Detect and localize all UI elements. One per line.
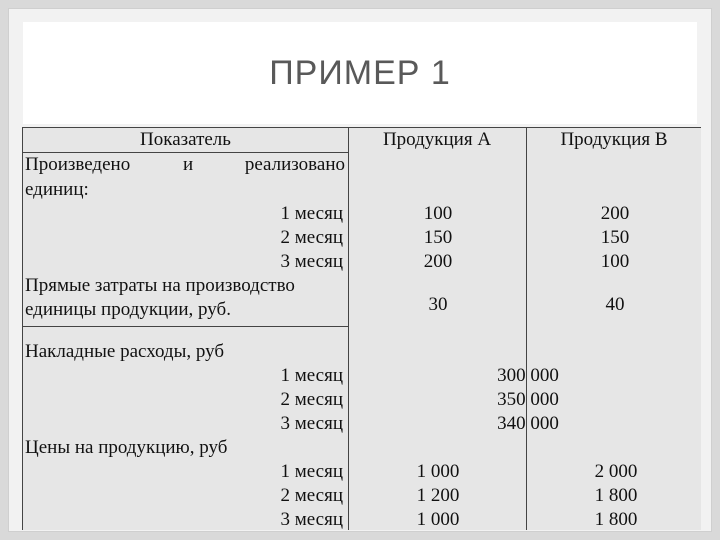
column-divider xyxy=(526,128,527,530)
direct-costs-label: единицы продукции, руб. xyxy=(25,299,231,320)
month-label: 1 месяц xyxy=(280,365,343,386)
price-a-value: 1 000 xyxy=(416,461,460,482)
produced-b-value: 150 xyxy=(600,227,630,248)
header-product-a: Продукция А xyxy=(382,129,492,150)
direct-costs-a-value: 30 xyxy=(428,294,448,315)
price-a-value: 1 000 xyxy=(416,509,460,530)
produced-label: единиц: xyxy=(25,179,89,200)
produced-label-word: Произведено xyxy=(25,154,131,175)
price-b-value: 1 800 xyxy=(594,485,638,506)
month-label: 3 месяц xyxy=(280,413,343,434)
month-label: 1 месяц xyxy=(280,203,343,224)
month-label: 2 месяц xyxy=(280,227,343,248)
slide-title: ПРИМЕР 1 xyxy=(269,54,451,92)
produced-a-value: 100 xyxy=(423,203,453,224)
price-b-value: 1 800 xyxy=(594,509,638,530)
month-label: 2 месяц xyxy=(280,485,343,506)
produced-b-value: 200 xyxy=(600,203,630,224)
title-area xyxy=(23,22,697,124)
overhead-value: 300 000 xyxy=(497,365,559,386)
price-b-value: 2 000 xyxy=(594,461,638,482)
column-divider xyxy=(348,128,349,530)
prices-label: Цены на продукцию, руб xyxy=(25,437,228,458)
month-label: 3 месяц xyxy=(280,509,343,530)
produced-a-value: 150 xyxy=(423,227,453,248)
produced-label-word: реализовано xyxy=(244,154,345,175)
produced-label-word: и xyxy=(183,154,194,175)
overhead-label: Накладные расходы, руб xyxy=(25,341,225,362)
month-label: 2 месяц xyxy=(280,389,343,410)
overhead-value: 350 000 xyxy=(497,389,559,410)
header-indicator: Показатель xyxy=(140,129,231,150)
direct-costs-label: Прямые затраты на производство xyxy=(25,275,295,296)
data-table xyxy=(22,127,701,530)
overhead-value: 340 000 xyxy=(497,413,559,434)
row-divider xyxy=(23,326,348,327)
produced-b-value: 100 xyxy=(600,251,630,272)
produced-a-value: 200 xyxy=(423,251,453,272)
month-label: 1 месяц xyxy=(280,461,343,482)
month-label: 3 месяц xyxy=(280,251,343,272)
direct-costs-b-value: 40 xyxy=(605,294,625,315)
header-product-b: Продукция В xyxy=(560,129,668,150)
price-a-value: 1 200 xyxy=(416,485,460,506)
